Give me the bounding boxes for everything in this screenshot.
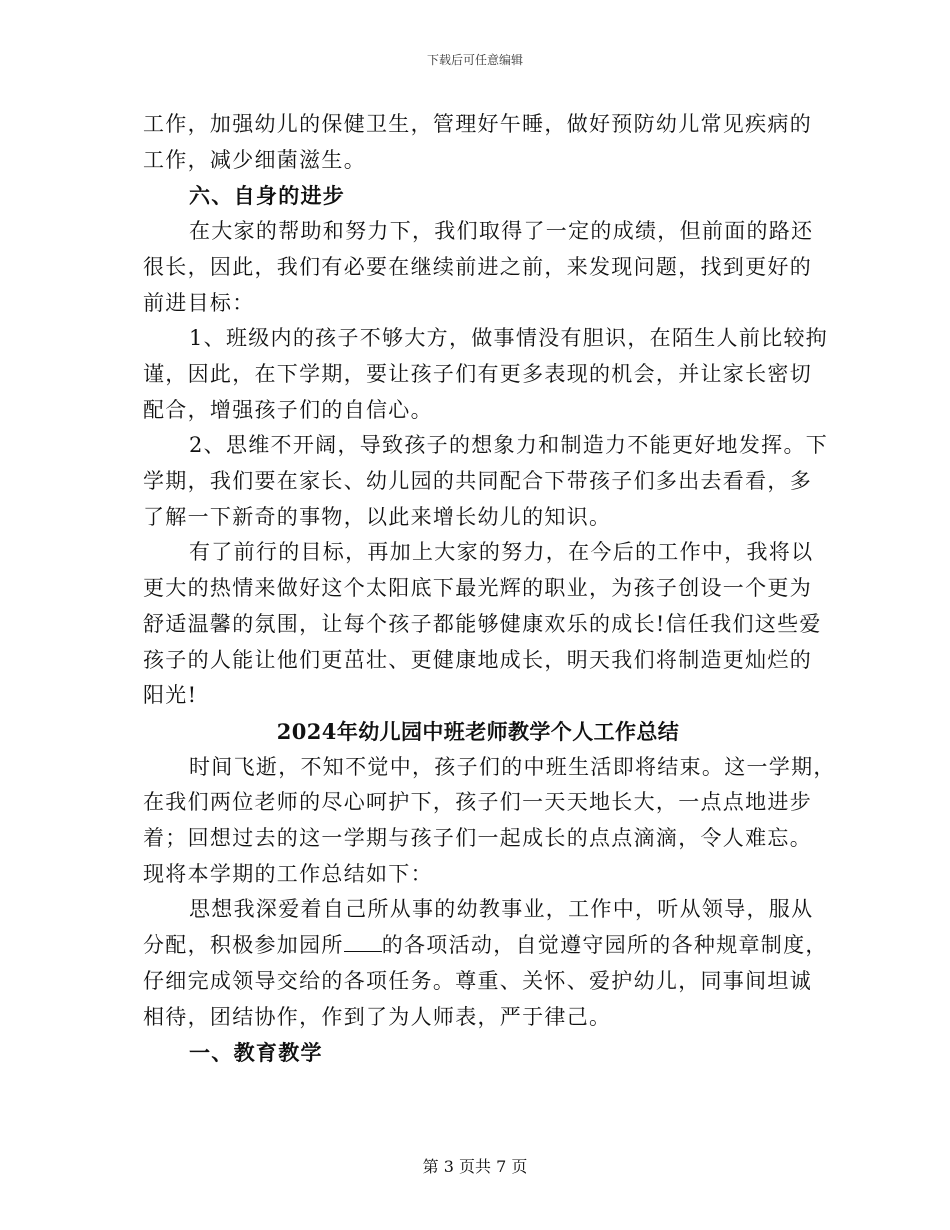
text-line: 谨，因此，在下学期，要让孩子们有更多表现的机会，并让家长密切 [143,361,812,386]
text-line: 工作，加强幼儿的保健卫生，管理好午睡，做好预防幼儿常见疾病的 [143,112,812,136]
paragraph-closing [143,535,822,714]
text-line: 在我们两位老师的尽心呵护下，孩子们一天天地长大，一点点地进步 [143,790,812,815]
text-line: 前进目标： [143,290,255,315]
text-line [143,928,828,964]
text-line: 配合，增强孩子们的自信心。 [143,397,433,422]
text-line: 着；回想过去的这一学期与孩子们一起成长的点点滴滴，令人难忘。 [143,826,812,851]
text-fragment: 的各项活动，自觉遵守园所的各种规章制度， [381,933,828,958]
text-fragment: 分配，积极参加园所 [143,933,344,958]
paragraph-goal-1 [143,321,829,428]
page-number: 第 3 页共 7 页 [422,1157,528,1176]
text-line: 时间飞逝，不知不觉中，孩子们的中班生活即将结束。这一学期， [189,754,836,779]
section-heading-self-progress: 六、自身的进步 [189,183,346,209]
text-line: 现将本学期的工作总结如下： [143,861,433,886]
text-line: 孩子的人能让他们更茁壮、更健康地成长，明天我们将制造更灿烂的 [143,647,812,672]
text-line: 2、思维不开阔，导致孩子的想象力和制造力不能更好地发挥。下 [189,433,829,458]
text-line: 阳光! [143,683,198,708]
text-line: 思想我深爱着自己所从事的幼教事业，工作中，听从领导，服从 [189,897,814,922]
page-header-note: 下载后可任意编辑 [426,53,523,67]
fill-in-blank [344,933,382,952]
text-line: 舒适温馨的氛围，让每个孩子都能够健康欢乐的成长!信任我们这些爱 [143,611,822,636]
paragraph-thoughts [143,892,828,1035]
text-line: 了解一下新奇的事物，以此来增长幼儿的知识。 [143,504,612,529]
paragraph-goal-2 [143,428,829,535]
text-line: 1、班级内的孩子不够大方，做事情没有胆识，在陌生人前比较拘 [189,326,829,351]
document-body [143,107,836,1071]
text-line: 有了前行的目标，再加上大家的努力，在今后的工作中，我将以 [189,540,814,565]
text-line: 在大家的帮助和努力下，我们取得了一定的成绩，但前面的路还 [189,219,814,244]
document-title: 2024年幼儿园中班老师教学个人工作总结 [276,718,680,744]
paragraph-progress-intro [143,214,813,321]
text-line: 更大的热情来做好这个太阳底下最光辉的职业，为孩子创设一个更为 [143,576,812,601]
paragraph-health-work [143,107,813,178]
section-heading-education: 一、教育教学 [189,1040,323,1066]
text-line: 很长，因此，我们有必要在继续前进之前，来发现问题，找到更好的 [143,254,812,279]
paragraph-semester-intro [143,750,836,893]
text-line: 学期，我们要在家长、幼儿园的共同配合下带孩子们多出去看看，多 [143,469,812,494]
text-line: 仔细完成领导交给的各项任务。尊重、关怀、爱护幼儿，同事间坦诚 [143,968,812,993]
text-line: 工作，减少细菌滋生。 [143,147,366,172]
text-line: 相待，团结协作，作到了为人师表，严于律己。 [143,1004,612,1029]
